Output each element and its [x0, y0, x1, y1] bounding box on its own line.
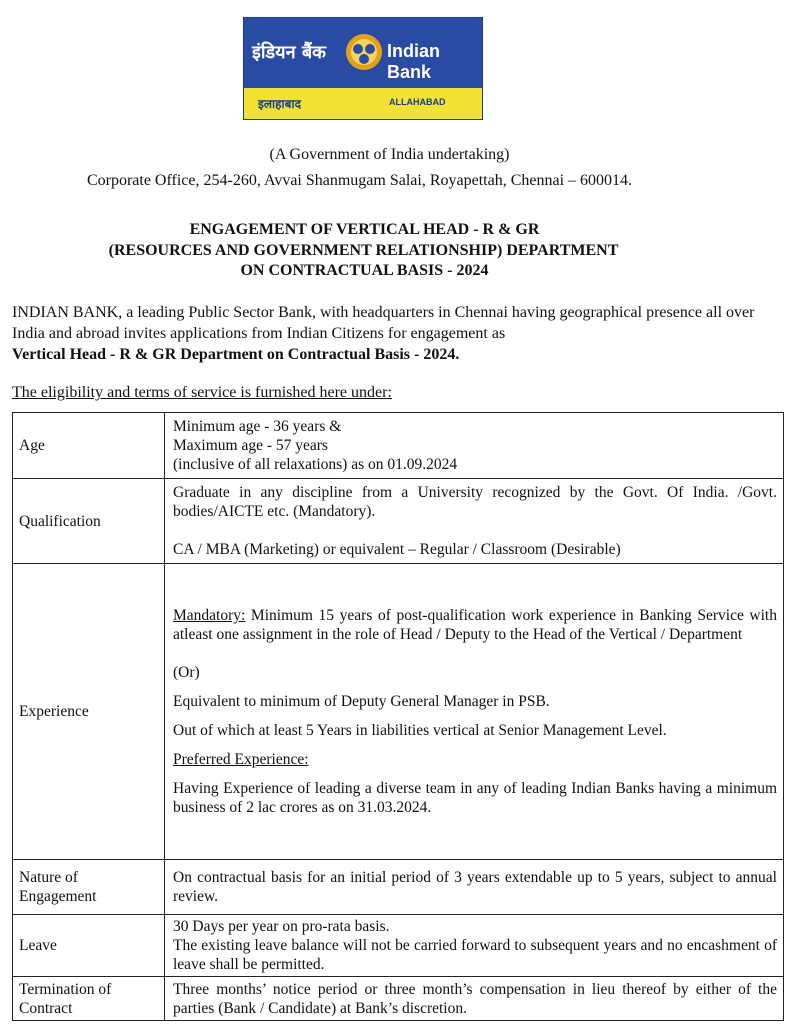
- experience-label: Experience: [13, 564, 165, 860]
- intro-paragraph: [12, 302, 782, 365]
- logo-hindi-name: इंडियन बैंक: [252, 42, 326, 63]
- intro-text: INDIAN BANK, a leading Public Sector Bank, with headquarters in Chennai having geographical presence all over India and abroad invites applications from Indian Citizens for engagement as: [12, 304, 755, 342]
- leave-line-2: The existing leave balance will not be carried forward to subsequent years and no encashment of leave shall be permitted.: [173, 937, 777, 973]
- intro-bold-text: Vertical Head - R & GR Department on Contractual Basis - 2024.: [12, 346, 460, 363]
- leave-value: [165, 915, 784, 977]
- leave-label: Leave: [13, 915, 165, 977]
- nature-value: On contractual basis for an initial period of 3 years extendable up to 5 years, subject to annual review.: [165, 860, 784, 915]
- age-note: (inclusive of all relaxations) as on 01.09.2024: [173, 456, 458, 473]
- qualification-desirable: CA / MBA (Marketing) or equivalent – Regular / Classroom (Desirable): [173, 541, 621, 558]
- eligibility-heading: The eligibility and terms of service is furnished here under:: [12, 384, 392, 401]
- eligibility-table: [12, 412, 784, 1021]
- title-line-3: ON CONTRACTUAL BASIS - 2024: [240, 262, 489, 279]
- age-max: Maximum age - 57 years: [173, 437, 328, 454]
- qualification-mandatory: Graduate in any discipline from a University recognized by the Govt. Of India. /Govt. bodies/AICTE etc. (Mandatory).: [173, 484, 777, 520]
- termination-label: [13, 977, 165, 1021]
- logo-allahabad-english: ALLAHABAD: [389, 97, 446, 107]
- nature-label-line-2: Engagement: [19, 888, 97, 905]
- logo-english-name: Indian Bank: [387, 41, 440, 82]
- age-value: [165, 413, 784, 479]
- table-row-nature: [13, 860, 784, 915]
- nature-label: [13, 860, 165, 915]
- mandatory-text: Minimum 15 years of post-qualification work experience in Banking Service with atleast one assignment in the role of Head / Deputy to the Head of the Vertical / Department: [173, 607, 777, 643]
- table-row-qualification: [13, 479, 784, 564]
- age-min: Minimum age - 36 years &: [173, 418, 342, 435]
- logo-allahabad-hindi: इलाहाबाद: [258, 97, 301, 111]
- undertaking-line: (A Government of India undertaking): [269, 146, 510, 163]
- indian-bank-emblem-icon: [344, 32, 384, 72]
- experience-mandatory: [173, 606, 777, 644]
- qualification-label: Qualification: [13, 479, 165, 564]
- experience-or: (Or): [173, 664, 200, 681]
- corporate-address: Corporate Office, 254-260, Avvai Shanmugam Salai, Royapettah, Chennai – 600014.: [86, 172, 633, 189]
- title-line-2: (RESOURCES AND GOVERNMENT RELATIONSHIP) DEPARTMENT: [108, 242, 619, 259]
- termination-value: Three months’ notice period or three month’s compensation in lieu thereof by either of the parties (Bank / Candidate) at Bank’s discretion.: [165, 977, 784, 1021]
- qualification-value: [165, 479, 784, 564]
- logo-yellow-band: [244, 88, 482, 119]
- table-row-experience: [13, 564, 784, 860]
- title-line-1: ENGAGEMENT OF VERTICAL HEAD - R & GR: [189, 221, 540, 238]
- preferred-experience-label: Preferred Experience:: [173, 751, 309, 768]
- experience-equivalent: Equivalent to minimum of Deputy General Manager in PSB.: [173, 693, 550, 710]
- preferred-experience-text: Having Experience of leading a diverse team in any of leading Indian Banks having a minimum business of 2 lac crores as on 31.03.2024.: [173, 780, 777, 816]
- experience-value: [165, 564, 784, 860]
- termination-label-line-2: Contract: [19, 999, 73, 1017]
- age-label: Age: [13, 413, 165, 479]
- termination-label-line-1: Termination of: [19, 980, 112, 998]
- logo-blue-band: [244, 18, 482, 88]
- leave-line-1: 30 Days per year on pro-rata basis.: [173, 918, 390, 935]
- table-row-leave: [13, 915, 784, 977]
- table-row-age: [13, 413, 784, 479]
- table-row-termination: [13, 977, 784, 1021]
- bank-logo: [243, 17, 483, 120]
- mandatory-label: Mandatory:: [173, 607, 246, 624]
- experience-liabilities: Out of which at least 5 Years in liabilities vertical at Senior Management Level.: [173, 722, 667, 739]
- nature-label-line-1: Nature of: [19, 869, 78, 886]
